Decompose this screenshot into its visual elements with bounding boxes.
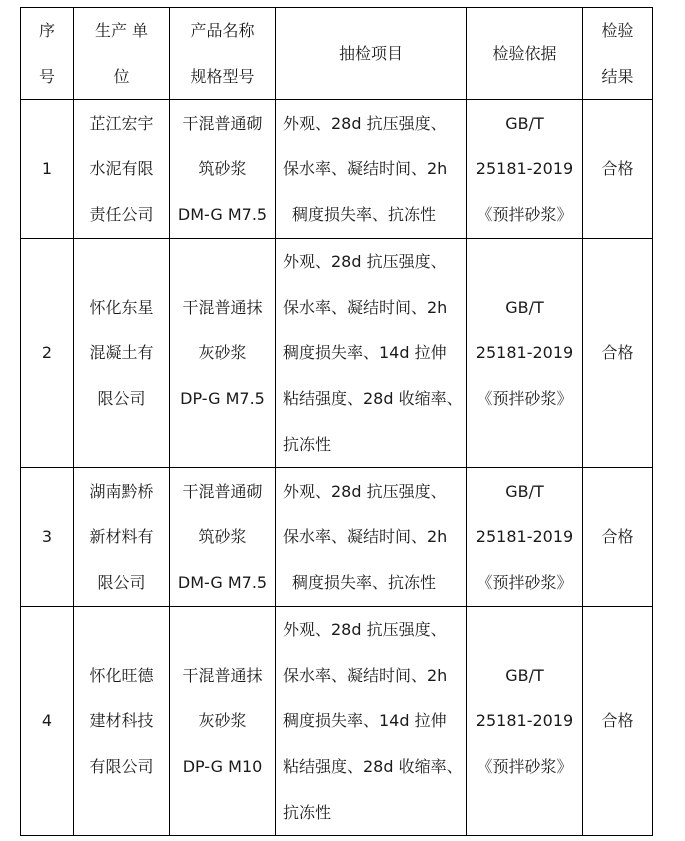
row-producer: 芷江宏宇 水泥有限 责任公司 xyxy=(74,100,170,239)
row-index: 3 xyxy=(21,468,74,607)
row-result: 合格 xyxy=(583,239,653,468)
row-index: 4 xyxy=(21,607,74,836)
row-items: 外观、28d 抗压强度、 保水率、凝结时间、2h 稠度损失率、14d 拉伸 粘结强度、28d 收缩率、 抗冻性 xyxy=(276,239,467,468)
row-basis: GB/T 25181-2019 《预拌砂浆》 xyxy=(467,100,583,239)
row-result: 合格 xyxy=(583,100,653,239)
header-result: 检验 结果 xyxy=(583,8,653,100)
row-basis: GB/T 25181-2019 《预拌砂浆》 xyxy=(467,607,583,836)
row-basis: GB/T 25181-2019 《预拌砂浆》 xyxy=(467,239,583,468)
row-result: 合格 xyxy=(583,468,653,607)
header-items: 抽检项目 xyxy=(276,8,467,100)
row-producer: 怀化旺德 建材科技 有限公司 xyxy=(74,607,170,836)
table-row xyxy=(21,468,653,607)
row-product: 干混普通抹 灰砂浆 DP-G M7.5 xyxy=(170,239,276,468)
row-producer: 湖南黔桥 新材料有 限公司 xyxy=(74,468,170,607)
row-index: 2 xyxy=(21,239,74,468)
row-items: 外观、28d 抗压强度、 保水率、凝结时间、2h 稠度损失率、14d 拉伸 粘结强度、28d 收缩率、 抗冻性 xyxy=(276,607,467,836)
row-index: 1 xyxy=(21,100,74,239)
row-result: 合格 xyxy=(583,607,653,836)
row-basis: GB/T 25181-2019 《预拌砂浆》 xyxy=(467,468,583,607)
header-producer: 生产 单 位 xyxy=(74,8,170,100)
row-product: 干混普通砌 筑砂浆 DM-G M7.5 xyxy=(170,468,276,607)
inspection-table xyxy=(20,7,653,836)
row-product: 干混普通抹 灰砂浆 DP-G M10 xyxy=(170,607,276,836)
row-items: 外观、28d 抗压强度、 保水率、凝结时间、2h 稠度损失率、抗冻性 xyxy=(276,468,467,607)
table-row xyxy=(21,100,653,239)
header-row xyxy=(21,8,653,100)
header-basis: 检验依据 xyxy=(467,8,583,100)
row-product: 干混普通砌 筑砂浆 DM-G M7.5 xyxy=(170,100,276,239)
row-producer: 怀化东星 混凝土有 限公司 xyxy=(74,239,170,468)
table-row xyxy=(21,239,653,468)
header-product: 产品名称 规格型号 xyxy=(170,8,276,100)
row-items: 外观、28d 抗压强度、 保水率、凝结时间、2h 稠度损失率、抗冻性 xyxy=(276,100,467,239)
table-row xyxy=(21,607,653,836)
header-index: 序 号 xyxy=(21,8,74,100)
